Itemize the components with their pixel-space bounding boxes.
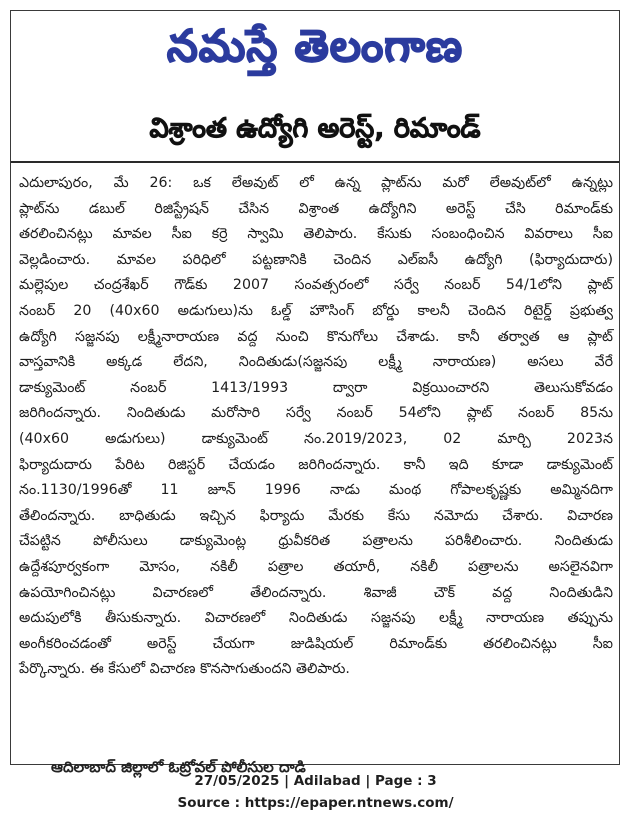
article-line: చేపట్టిన పోలీసులు డాక్యుమెంట్ల ధ్రువీకరిత పత్రాలను పరిశీలించారు. నిందితుడు	[19, 533, 613, 550]
edition-meta: 27/05/2025 | Adilabad | Page : 3	[194, 773, 437, 789]
article-line: మల్లెపుల చంద్రశేఖర్‌ గౌడ్‌కు 2007 సంవత్సరంలో సర్వే నంబర్‌ 54/1లోని ప్లాట్‌	[19, 277, 613, 294]
article-line: తేలిందన్నారు. బాధితుడు ఇచ్చిన ఫిర్యాదు మేరకు కేసు నమోదు చేశారు. విచారణ	[19, 507, 613, 524]
epaper-clipping	[10, 10, 620, 776]
article-line: డాక్యుమెంట్‌ నంబర్‌ 1413/1993 ద్వారా విక్రయించారని తెలుసుకోవడం	[19, 379, 613, 396]
article-line: ఉద్యోగి సజ్జనపు లక్ష్మీనారాయణ వద్ద నుంచి కొనుగోలు చేశాడు. కానీ తర్వాత ఆ ప్లాట్‌	[19, 328, 613, 345]
article-line: అంగీకరించడంతో అరెస్ట్‌ చేయగా జుడిషియల్‌ రిమాండ్‌కు తరలించినట్లు సీఐ	[19, 635, 613, 652]
source-label: Source :	[177, 795, 245, 811]
article-line: ఉద్దేశపూర్వకంగా మోసం, నకిలీ పత్రాల తయారీ, నకిలీ పత్రాలను అసలైనవిగా	[19, 558, 613, 575]
cut-off-next-headline: ఆదిలాబాద్‌ జిల్లాలో ఓట్రోవల్‌ పోలీసుల దాడి	[51, 758, 306, 776]
article-line: (40x60 అడుగులు) డాక్యుమెంట్‌ నం.2019/2023, 02 మార్చి 2023న	[19, 430, 613, 447]
article-body	[19, 171, 613, 683]
article-line: తరలించినట్లు మావల సీఐ కర్రె స్వామి తెలిపారు. కేసుకు సంబంధించిన వివరాలు సీఐ	[19, 226, 613, 243]
article-headline: విశ్రాంత ఉద్యోగి అరెస్ట్‌, రిమాండ్‌	[149, 113, 481, 144]
article-line: వెల్లడించారు. మావల పరిధిలో పట్టణానికి చెందిన ఎల్‌ఐసీ ఉద్యోగి (ఫిర్యాదుదారు)	[19, 251, 613, 268]
article-line: ప్లాట్‌ను డబుల్‌ రిజిస్ట్రేషన్‌ చేసిన విశ్రాంత ఉద్యోగిని అరెస్ట్‌ చేసి రిమాండ్‌కు	[19, 200, 613, 217]
page-footer	[0, 770, 631, 814]
article-line: వాస్తవానికి అక్కడ లేదని, నిందితుడు(సజ్జనపు లక్ష్మీ నారాయణ) అసలు వేరే	[19, 354, 613, 371]
article-line: పేర్కొన్నారు. ఈ కేసులో విచారణ కొనసాగుతుందని తెలిపారు.	[19, 661, 350, 678]
headline-divider	[11, 161, 619, 163]
article-line: నం.1130/1996తో 11 జూన్‌ 1996 నాడు మంథ గోపాలకృష్ణకు అమ్మినదిగా	[19, 482, 613, 499]
article-line: అదుపులోకి తీసుకున్నారు. విచారణలో నిందితుడు సజ్జనపు లక్ష్మీ నారాయణ తప్పును	[19, 610, 613, 627]
article-line: ఎదులాపురం, మే 26: ఒక లేఅవుట్‌ లో ఉన్న ప్లాట్‌ను మరో లేఅవుట్‌లో ఉన్నట్లు	[19, 175, 613, 191]
article-line: ఉపయోగించినట్లు విచారణలో తేలిందన్నారు. శివాజీ చౌక్‌ వద్ద నిందితుడిని	[19, 584, 613, 601]
newspaper-masthead: నమస్తే తెలంగాణ	[166, 21, 464, 72]
source-link[interactable]: https://epaper.ntnews.com/	[244, 795, 454, 811]
source-row	[0, 792, 631, 814]
article-line: నంబర్‌ 20 (40x60 అడుగులు)ను ఓల్డ్‌ హౌసింగ్‌ బోర్డు కాలనీ చెందిన రిటైర్డ్‌ ప్రభుత్వ	[19, 302, 613, 319]
article-line: జరిగిందన్నారు. నిందితుడు మరోసారి సర్వే నంబర్‌ 54లోని ప్లాట్‌ నంబర్‌ 85ను	[19, 405, 613, 422]
article-line: ఫిర్యాదుదారు పేరిట రిజిస్టర్‌ చేయడం జరిగిందన్నారు. కానీ ఇది కూడా డాక్యుమెంట్‌	[19, 456, 613, 473]
